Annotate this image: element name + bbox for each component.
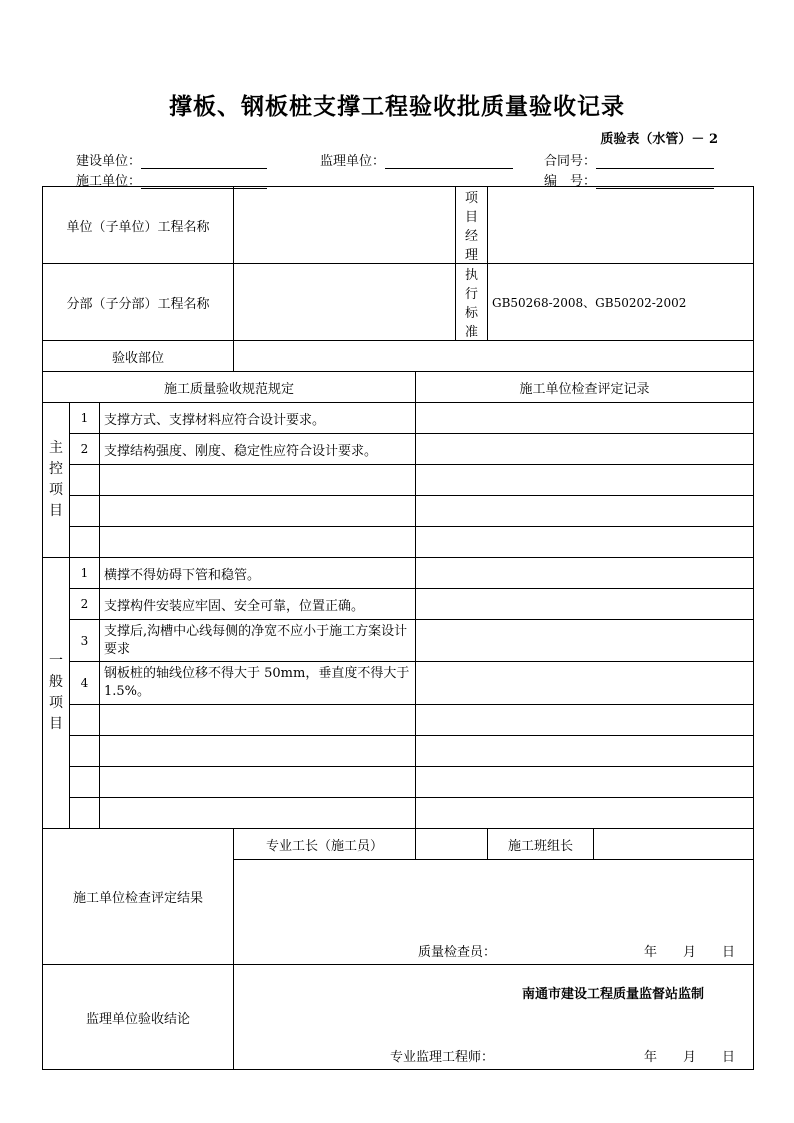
main-item-record[interactable] xyxy=(416,496,754,527)
form-number: 质验表（水管）－ 2 xyxy=(600,132,718,147)
serial-no-label: 编 号： xyxy=(544,174,597,189)
main-item-text xyxy=(100,465,416,496)
general-item-record[interactable] xyxy=(416,705,754,736)
main-item-record[interactable] xyxy=(416,434,754,465)
general-item-text xyxy=(100,798,416,829)
contract-no-blank[interactable] xyxy=(596,154,714,169)
main-items-char: 控 xyxy=(49,461,63,477)
main-item-number xyxy=(70,496,100,527)
result-label: 施工单位检查评定结果 xyxy=(43,829,234,965)
general-item-number: 1 xyxy=(70,558,100,589)
general-item-record[interactable] xyxy=(416,736,754,767)
general-item-record[interactable] xyxy=(416,767,754,798)
general-item-text: 横撑不得妨碍下管和稳管。 xyxy=(100,558,416,589)
supervision-unit-label: 监理单位： xyxy=(320,154,386,169)
conclusion-date: 年 月 日 xyxy=(643,1050,735,1065)
general-items-char: 般 xyxy=(49,674,63,690)
exec-standard-value: GB50268-2008、GB50202-2002 xyxy=(488,264,754,341)
general-item-text xyxy=(100,767,416,798)
conclusion-signature-area[interactable] xyxy=(234,965,754,1070)
general-item-number xyxy=(70,767,100,798)
sub-project-name-value[interactable] xyxy=(234,264,456,341)
contract-no-label: 合同号： xyxy=(544,154,597,169)
main-item-text: 支撑方式、支撑材料应符合设计要求。 xyxy=(100,403,416,434)
main-item-number xyxy=(70,527,100,558)
builder-unit-label: 施工单位： xyxy=(76,174,142,189)
main-items-char: 目 xyxy=(49,503,63,519)
main-items-label xyxy=(43,403,70,558)
general-item-number: 4 xyxy=(70,662,100,705)
general-items-char: 项 xyxy=(49,695,63,711)
footer-issuer: 南通市建设工程质量监督站监制 xyxy=(521,987,704,1002)
main-items-char: 项 xyxy=(49,482,63,498)
general-items-char: 一 xyxy=(49,653,63,669)
main-item-number: 1 xyxy=(70,403,100,434)
team-leader-label: 施工班组长 xyxy=(488,829,594,860)
main-item-text xyxy=(100,527,416,558)
project-manager-label: 项目经理 xyxy=(456,187,488,264)
general-item-text: 支撑构件安装应牢固、安全可靠，位置正确。 xyxy=(100,589,416,620)
unit-project-name-value[interactable] xyxy=(234,187,456,264)
conclusion-label: 监理单位验收结论 xyxy=(43,965,234,1070)
general-item-number: 2 xyxy=(70,589,100,620)
sub-project-name-label: 分部（子分部）工程名称 xyxy=(43,264,234,341)
supervision-unit-blank[interactable] xyxy=(385,154,513,169)
inspector-label: 质量检查员： xyxy=(418,945,497,960)
supervision-unit-field xyxy=(320,150,513,169)
foreman-label: 专业工长（施工员） xyxy=(234,829,416,860)
contract-no-field xyxy=(544,150,714,169)
unit-project-name-label: 单位（子单位）工程名称 xyxy=(43,187,234,264)
general-items-char: 目 xyxy=(49,716,63,732)
main-item-record[interactable] xyxy=(416,527,754,558)
general-item-record[interactable] xyxy=(416,662,754,705)
record-column-header: 施工单位检查评定记录 xyxy=(416,372,754,403)
foreman-signature[interactable] xyxy=(416,829,488,860)
general-item-number: 3 xyxy=(70,620,100,662)
construction-unit-label: 建设单位： xyxy=(76,154,142,169)
construction-unit-field xyxy=(76,150,267,169)
general-items-label xyxy=(43,558,70,829)
inspection-table xyxy=(42,186,754,1070)
main-item-text xyxy=(100,496,416,527)
main-items-char: 主 xyxy=(49,440,63,456)
spec-column-header: 施工质量验收规范规定 xyxy=(43,372,416,403)
inspection-part-label: 验收部位 xyxy=(43,341,234,372)
general-item-record[interactable] xyxy=(416,620,754,662)
general-item-text xyxy=(100,705,416,736)
form-title: 撑板、钢板桩支撑工程验收批质量验收记录 xyxy=(169,93,625,120)
general-item-number xyxy=(70,705,100,736)
result-date: 年 月 日 xyxy=(643,945,735,960)
exec-standard-label: 执行标准 xyxy=(456,264,488,341)
main-item-number: 2 xyxy=(70,434,100,465)
general-item-record[interactable] xyxy=(416,558,754,589)
general-item-text xyxy=(100,736,416,767)
construction-unit-blank[interactable] xyxy=(141,154,267,169)
general-item-text: 钢板桩的轴线位移不得大于 50mm，垂直度不得大于 1.5%。 xyxy=(100,662,416,705)
result-signature-area[interactable] xyxy=(234,860,754,965)
main-item-number xyxy=(70,465,100,496)
general-item-number xyxy=(70,798,100,829)
engineer-label: 专业监理工程师： xyxy=(390,1050,495,1065)
main-item-record[interactable] xyxy=(416,465,754,496)
team-leader-signature[interactable] xyxy=(594,829,754,860)
general-item-record[interactable] xyxy=(416,589,754,620)
project-manager-value[interactable] xyxy=(488,187,754,264)
inspection-part-value[interactable] xyxy=(234,341,754,372)
general-item-record[interactable] xyxy=(416,798,754,829)
general-item-number xyxy=(70,736,100,767)
main-item-record[interactable] xyxy=(416,403,754,434)
general-item-text: 支撑后,沟槽中心线每侧的净宽不应小于施工方案设计要求 xyxy=(100,620,416,662)
main-item-text: 支撑结构强度、刚度、稳定性应符合设计要求。 xyxy=(100,434,416,465)
